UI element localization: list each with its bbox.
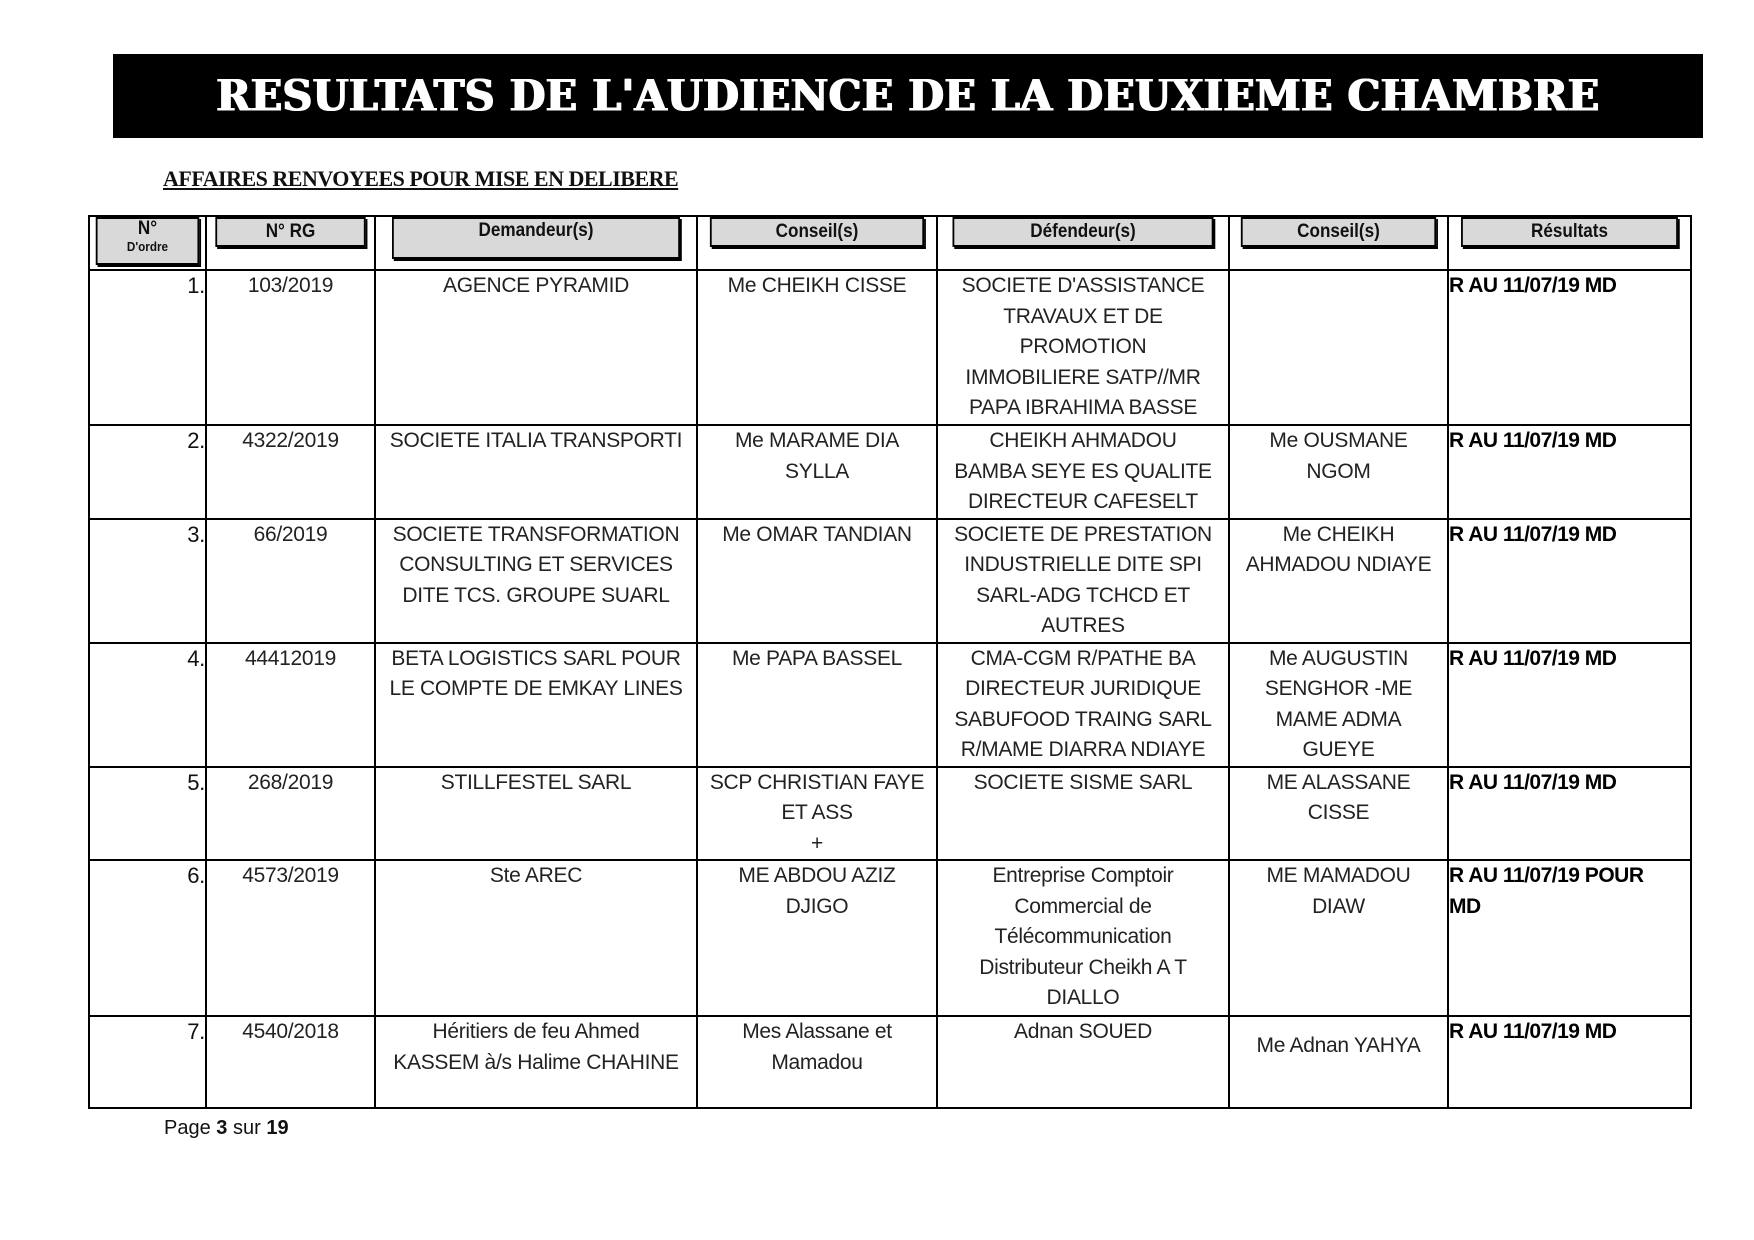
demandeur-line: Ste AREC (489, 864, 583, 887)
conseil-line: + (811, 831, 823, 855)
rg-cell: 103/2019 (206, 270, 375, 425)
conseil-demandeur-cell (697, 767, 937, 861)
conseil-demandeur-cell (697, 425, 937, 519)
table-row (89, 767, 1691, 861)
defendeur-line: BAMBA SEYE ES QUALITE (954, 459, 1212, 483)
conseil-line: Me CHEIKH (1282, 522, 1395, 546)
conseil-defendeur-cell (1229, 643, 1448, 767)
resultat-line: R AU 11/07/19 MD (1449, 429, 1617, 452)
page-separator: sur (232, 1117, 261, 1139)
table-body (89, 270, 1691, 1108)
demandeur-line: KASSEM à/s Halime CHAHINE (393, 1050, 679, 1074)
table-row (89, 519, 1691, 643)
demandeur-cell (375, 860, 697, 1016)
column-header-resultats (1448, 216, 1691, 270)
order-cell: 6. (89, 860, 206, 1016)
demandeur-line: SOCIETE TRANSFORMATION (392, 522, 680, 546)
rg-cell: 66/2019 (206, 519, 375, 643)
table-row (89, 425, 1691, 519)
defendeur-line: DIALLO (1046, 986, 1120, 1009)
conseil-line: Me Adnan YAHYA (1256, 1034, 1421, 1057)
column-header-order (89, 216, 206, 270)
conseil-line: Mes Alassane et (742, 1020, 892, 1043)
conseil-line: SYLLA (785, 459, 849, 483)
order-cell: 4. (89, 643, 206, 767)
conseil-line: SCP CHRISTIAN FAYE (709, 770, 925, 794)
resultat-cell (1448, 860, 1691, 1016)
defendeur-line: PAPA IBRAHIMA BASSE (968, 396, 1198, 419)
defendeur-cell (937, 860, 1229, 1016)
demandeur-line: STILLFESTEL SARL (440, 770, 632, 794)
demandeur-cell (375, 270, 697, 425)
results-table (88, 215, 1692, 1109)
rg-label: N° RG (215, 217, 365, 247)
rg-cell: 4540/2018 (206, 1016, 375, 1108)
conseil-line: MAME ADMA (1275, 707, 1402, 731)
conseil-line: Me PAPA BASSEL (731, 646, 903, 670)
resultat-line: R AU 11/07/19 MD (1449, 1020, 1617, 1043)
table-header-row (89, 216, 1691, 270)
resultat-cell (1448, 519, 1691, 643)
defendeur-line: AUTRES (1041, 614, 1125, 637)
defendeur-line: Télécommunication (994, 925, 1172, 948)
defendeur-line: SARL-ADG TCHCD ET (976, 583, 1190, 607)
conseil-demandeur-cell (697, 643, 937, 767)
conseil-demandeur-cell (697, 519, 937, 643)
conseil-defendeur-cell (1229, 270, 1448, 425)
resultat-line: MD (1449, 894, 1481, 918)
resultat-line: R AU 11/07/19 MD (1449, 770, 1617, 794)
conseil-demandeur-cell (697, 270, 937, 425)
conseil-demandeur-cell (697, 860, 937, 1016)
resultat-line: R AU 11/07/19 MD (1449, 274, 1617, 297)
rg-cell: 4322/2019 (206, 425, 375, 519)
conseil-line: NGOM (1306, 459, 1371, 483)
conseil-line: ME MAMADOU (1266, 864, 1411, 887)
demandeur-line: LE COMPTE DE EMKAY LINES (389, 677, 683, 700)
defendeur-cell (937, 1016, 1229, 1108)
column-header-rg (206, 216, 375, 270)
demandeur-line: SOCIETE ITALIA TRANSPORTI (389, 429, 683, 452)
conseil-line: CISSE (1307, 801, 1370, 824)
defendeur-line: TRAVAUX ET DE (1003, 304, 1163, 328)
conseil-line: DJIGO (785, 894, 849, 918)
order-cell: 5. (89, 767, 206, 861)
column-header-demandeur (375, 216, 697, 270)
conseil-defendeur-label: Conseil(s) (1241, 217, 1436, 247)
conseil-line: Mamadou (771, 1050, 863, 1074)
rg-cell: 268/2019 (206, 767, 375, 861)
demandeur-cell (375, 425, 697, 519)
order-sub-label: D'ordre (126, 239, 169, 254)
defendeur-line: SOCIETE SISME SARL (973, 770, 1193, 794)
demandeur-label: Demandeur(s) (392, 217, 680, 259)
resultat-line: R AU 11/07/19 MD (1449, 522, 1617, 546)
defendeur-line: R/MAME DIARRA NDIAYE (960, 738, 1206, 761)
table-row (89, 860, 1691, 1016)
page-current: 3 (216, 1117, 228, 1139)
defendeur-cell (937, 425, 1229, 519)
table-row (89, 270, 1691, 425)
order-cell: 7. (89, 1016, 206, 1108)
defendeur-line: Commercial de (1014, 894, 1152, 918)
order-cell: 2. (89, 425, 206, 519)
conseil-line: ME ALASSANE (1266, 770, 1411, 794)
conseil-line: DIAW (1312, 894, 1365, 918)
conseil-line: Me CHEIKH CISSE (727, 274, 907, 297)
demandeur-line: AGENCE PYRAMID (443, 274, 629, 297)
defendeur-line: Distributeur Cheikh A T (979, 955, 1187, 979)
defendeur-line: INDUSTRIELLE DITE SPI (964, 553, 1202, 576)
conseil-demandeur-cell (697, 1016, 937, 1108)
conseil-line: Me OUSMANE (1269, 429, 1408, 452)
demandeur-line: Héritiers de feu Ahmed (432, 1020, 640, 1043)
column-header-defendeur (937, 216, 1229, 270)
resultat-cell (1448, 270, 1691, 425)
conseil-line: AHMADOU NDIAYE (1245, 553, 1432, 576)
order-cell: 3. (89, 519, 206, 643)
resultats-label: Résultats (1461, 217, 1678, 247)
column-header-conseil-defendeur (1229, 216, 1448, 270)
rg-cell: 44412019 (206, 643, 375, 767)
resultat-line: R AU 11/07/19 POUR (1449, 864, 1644, 887)
section-subtitle: AFFAIRES RENVOYEES POUR MISE EN DELIBERE (163, 166, 679, 191)
defendeur-line: PROMOTION (1019, 335, 1147, 358)
column-header-conseil-demandeur (697, 216, 937, 270)
resultat-cell (1448, 1016, 1691, 1108)
demandeur-cell (375, 643, 697, 767)
defendeur-cell (937, 767, 1229, 861)
page-indicator (164, 1117, 289, 1140)
defendeur-label: Défendeur(s) (953, 217, 1214, 247)
defendeur-line: CMA-CGM R/PATHE BA (970, 646, 1196, 670)
conseil-line: Me OMAR TANDIAN (722, 522, 912, 546)
conseil-line: Me AUGUSTIN (1268, 646, 1409, 670)
resultat-cell (1448, 425, 1691, 519)
conseil-demandeur-label: Conseil(s) (710, 217, 924, 247)
defendeur-line: IMMOBILIERE SATP//MR (965, 365, 1201, 389)
conseil-line: Me MARAME DIA (734, 429, 900, 452)
conseil-defendeur-cell (1229, 860, 1448, 1016)
resultat-cell (1448, 767, 1691, 861)
table-row (89, 1016, 1691, 1108)
demandeur-line: BETA LOGISTICS SARL POUR (391, 646, 681, 670)
demandeur-cell (375, 767, 697, 861)
defendeur-line: SOCIETE DE PRESTATION (954, 522, 1212, 546)
demandeur-cell (375, 1016, 697, 1108)
table-row (89, 643, 1691, 767)
defendeur-line: Adnan SOUED (1014, 1020, 1152, 1043)
defendeur-line: Entreprise Comptoir (992, 864, 1174, 887)
conseil-line: ET ASS (781, 801, 853, 824)
demandeur-line: CONSULTING ET SERVICES (399, 553, 673, 576)
order-cell: 1. (89, 270, 206, 425)
conseil-defendeur-cell (1229, 1016, 1448, 1108)
page-total: 19 (266, 1117, 289, 1139)
demandeur-cell (375, 519, 697, 643)
defendeur-cell (937, 643, 1229, 767)
conseil-line: SENGHOR -ME (1264, 677, 1413, 700)
conseil-line: ME ABDOU AZIZ (738, 864, 896, 887)
page-label: Page (164, 1117, 211, 1139)
conseil-defendeur-cell (1229, 767, 1448, 861)
rg-cell: 4573/2019 (206, 860, 375, 1016)
defendeur-cell (937, 519, 1229, 643)
conseil-defendeur-cell (1229, 519, 1448, 643)
defendeur-line: CHEIKH AHMADOU (989, 429, 1177, 452)
page-title: RESULTATS DE L'AUDIENCE DE LA DEUXIEME CHAMBRE (216, 70, 1600, 122)
defendeur-line: SABUFOOD TRAING SARL (954, 707, 1212, 731)
conseil-defendeur-cell (1229, 425, 1448, 519)
title-banner (113, 54, 1703, 138)
defendeur-line: DIRECTEUR CAFESELT (968, 490, 1198, 513)
defendeur-line: SOCIETE D'ASSISTANCE (961, 274, 1205, 297)
conseil-line: GUEYE (1302, 738, 1375, 761)
resultat-line: R AU 11/07/19 MD (1449, 646, 1617, 670)
demandeur-line: DITE TCS. GROUPE SUARL (402, 583, 670, 607)
order-label: N° (137, 218, 158, 239)
defendeur-cell (937, 270, 1229, 425)
resultat-cell (1448, 643, 1691, 767)
defendeur-line: DIRECTEUR JURIDIQUE (965, 677, 1201, 700)
